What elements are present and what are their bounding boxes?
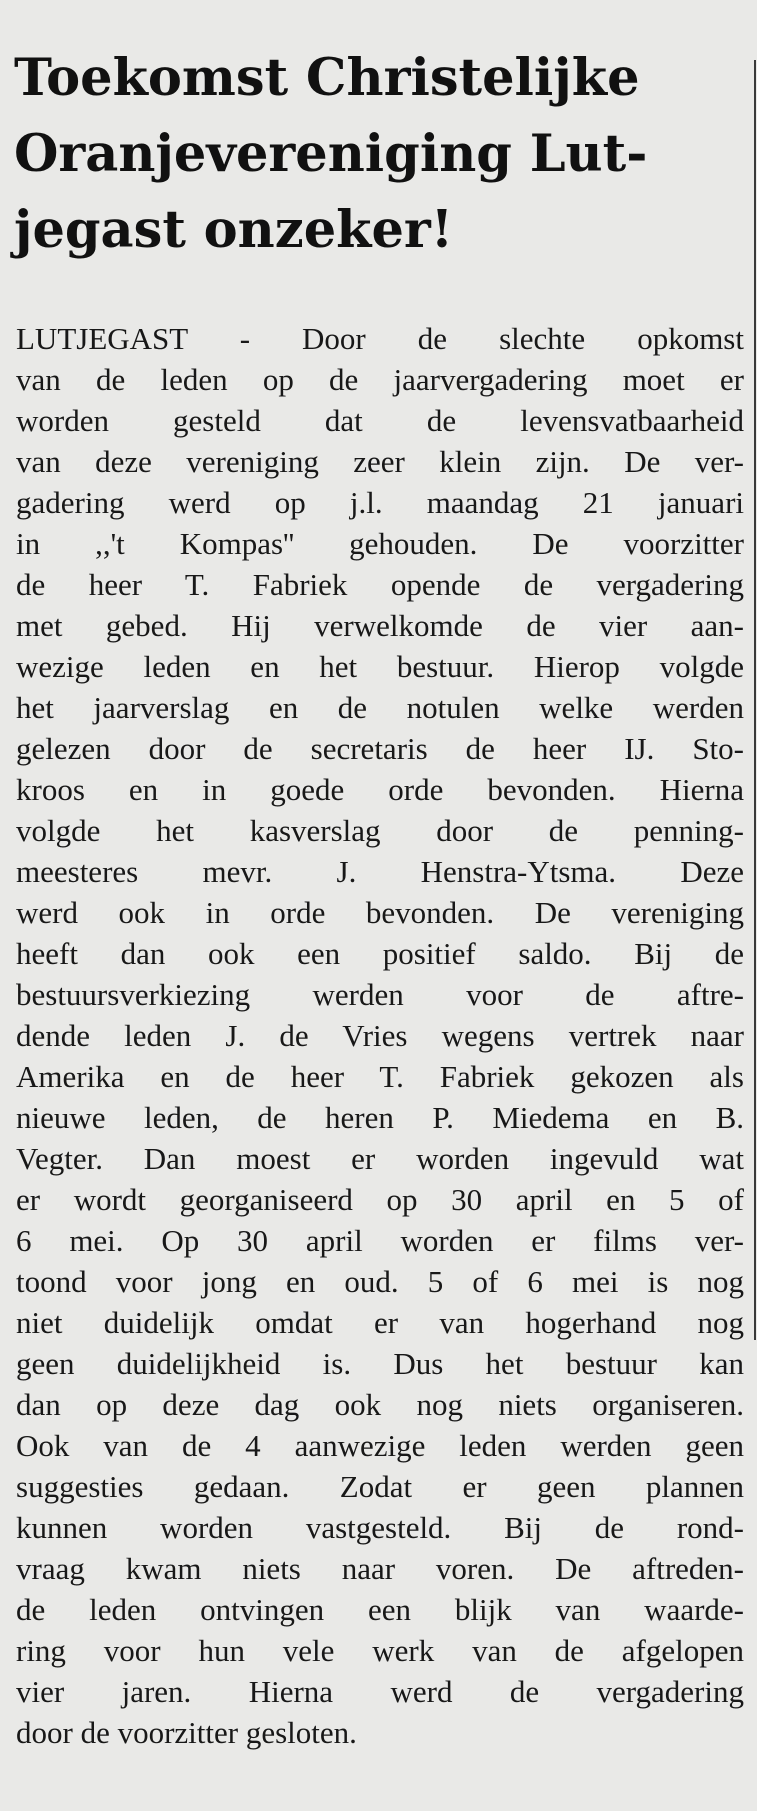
article-line: kunnen worden vastgesteld. Bij de rond- [16, 1510, 744, 1545]
article-line: volgde het kasverslag door de penning- [16, 813, 744, 848]
article-line: met gebed. Hij verwelkomde de vier aan- [16, 608, 744, 643]
article-line: LUTJEGAST - Door de slechte opkomst [16, 321, 744, 356]
headline [14, 40, 744, 268]
article-line: er wordt georganiseerd op 30 april en 5 of [16, 1182, 744, 1217]
page-margin [757, 0, 777, 1811]
article-line: dan op deze dag ook nog niets organiseren. [16, 1387, 744, 1422]
article-line: gadering werd op j.l. maandag 21 januari [16, 485, 744, 520]
article-line: vier jaren. Hierna werd de vergadering [16, 1674, 744, 1709]
article-line: dende leden J. de Vries wegens vertrek naar [16, 1018, 744, 1053]
article-line: worden gesteld dat de levensvatbaarheid [16, 403, 744, 438]
column-rule [754, 60, 756, 1340]
article-line: toond voor jong en oud. 5 of 6 mei is nog [16, 1264, 744, 1299]
article-line: vraag kwam niets naar voren. De aftreden- [16, 1551, 744, 1586]
article-body [16, 318, 744, 1753]
headline-line: jegast onzeker! [14, 200, 454, 260]
article-line: de heer T. Fabriek opende de vergadering [16, 567, 744, 602]
article-line: van de leden op de jaarvergadering moet er [16, 362, 744, 397]
article-line: wezige leden en het bestuur. Hierop volgde [16, 649, 744, 684]
article-line: werd ook in orde bevonden. De vereniging [16, 895, 744, 930]
headline-line: Oranjevereniging Lut- [14, 124, 648, 184]
article-line: Amerika en de heer T. Fabriek gekozen als [16, 1059, 744, 1094]
article-line: in ,,'t Kompas'' gehouden. De voorzitter [16, 526, 744, 561]
article-line: bestuursverkiezing werden voor de aftre- [16, 977, 744, 1012]
article-line: heeft dan ook een positief saldo. Bij de [16, 936, 744, 971]
article-line: ring voor hun vele werk van de afgelopen [16, 1633, 744, 1668]
article-line: niet duidelijk omdat er van hogerhand nog [16, 1305, 744, 1340]
article-line: nieuwe leden, de heren P. Miedema en B. [16, 1100, 744, 1135]
article-line: kroos en in goede orde bevonden. Hierna [16, 772, 744, 807]
article-line: suggesties gedaan. Zodat er geen plannen [16, 1469, 744, 1504]
article-line: gelezen door de secretaris de heer IJ. Sto- [16, 731, 744, 766]
article-line: 6 mei. Op 30 april worden er films ver- [16, 1223, 744, 1258]
headline-line: Toekomst Christelijke [14, 48, 640, 108]
article-line: geen duidelijkheid is. Dus het bestuur kan [16, 1346, 744, 1381]
article-line: van deze vereniging zeer klein zijn. De ver- [16, 444, 744, 479]
article-line: de leden ontvingen een blijk van waarde- [16, 1592, 744, 1627]
article-line: Ook van de 4 aanwezige leden werden geen [16, 1428, 744, 1463]
article-line: meesteres mevr. J. Henstra-Ytsma. Deze [16, 854, 744, 889]
article-line: Vegter. Dan moest er worden ingevuld wat [16, 1141, 744, 1176]
article-line: het jaarverslag en de notulen welke werden [16, 690, 744, 725]
article-line: door de voorzitter gesloten. [16, 1715, 357, 1750]
